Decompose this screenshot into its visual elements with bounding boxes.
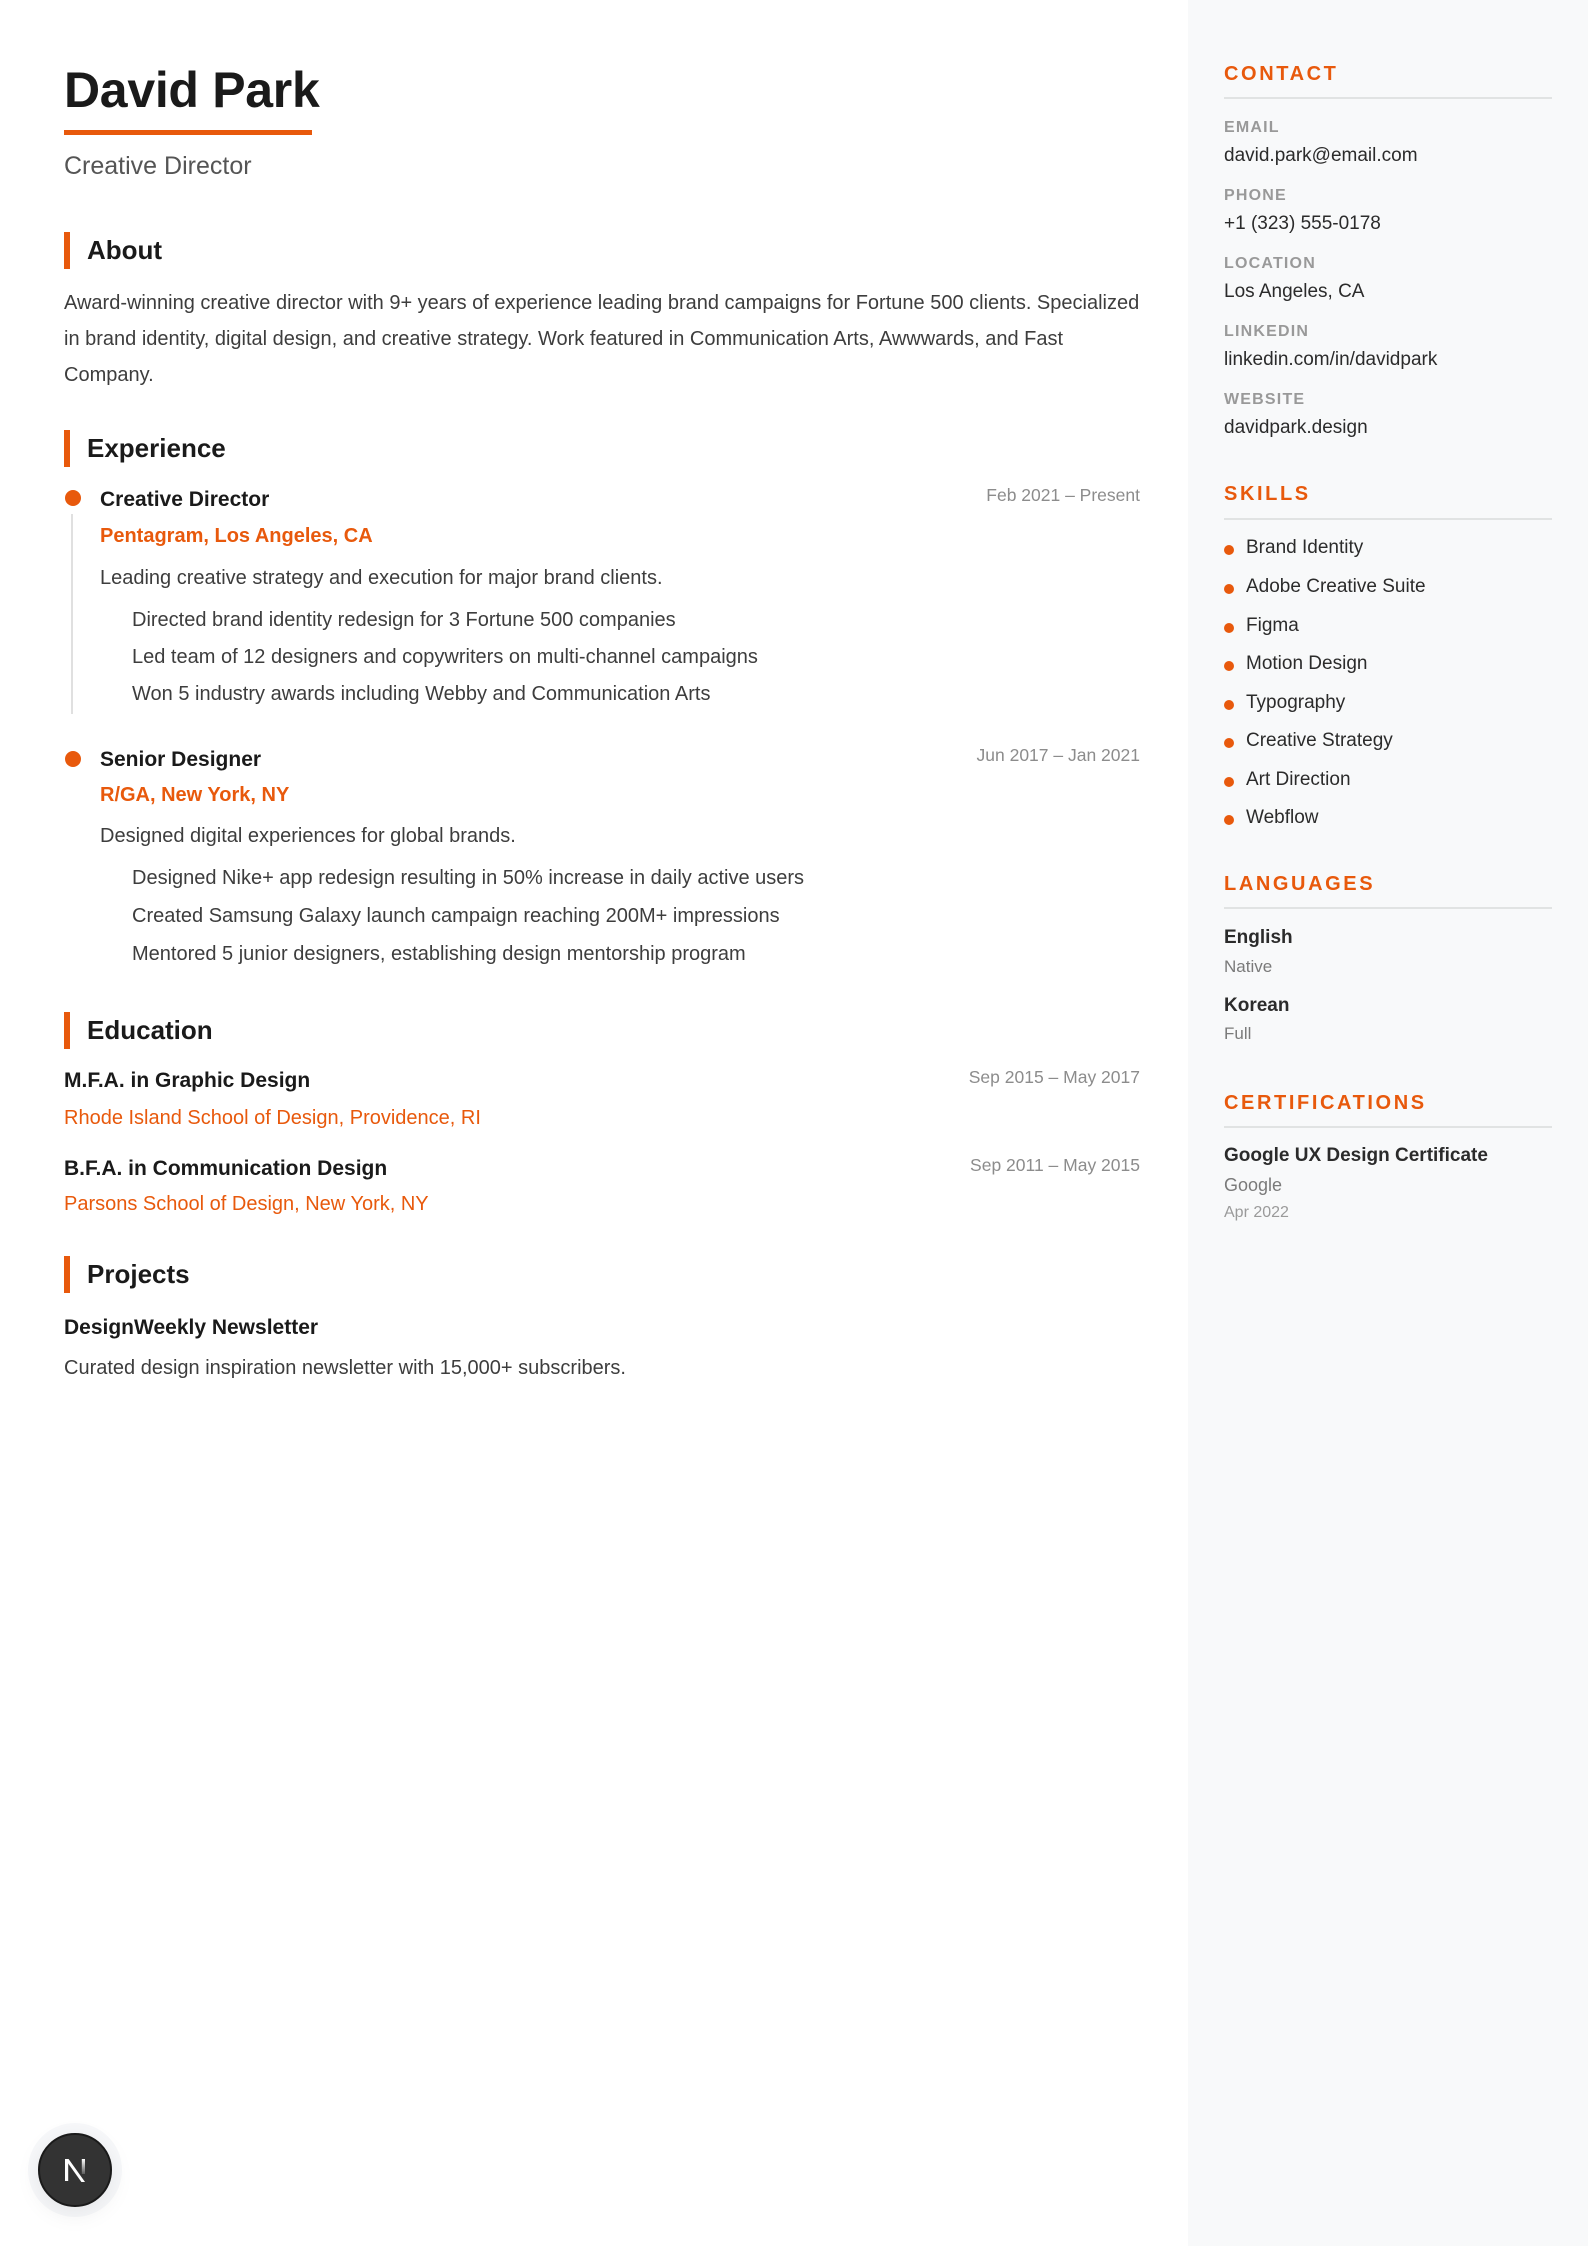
contact-phone[interactable]: +1 (323) 555-0178 xyxy=(1224,213,1381,234)
bullet-dot-icon xyxy=(1224,584,1234,594)
section-accent-bar xyxy=(64,1012,70,1049)
job-bullet: Directed brand identity redesign for 3 Fortune 500 companies xyxy=(132,609,676,631)
timeline-dot-icon xyxy=(65,490,81,506)
school: Rhode Island School of Design, Providence, RI xyxy=(64,1107,481,1129)
language-level: Native xyxy=(1224,957,1273,976)
section-title: About xyxy=(87,235,163,265)
nextjs-dev-indicator-button[interactable] xyxy=(38,2133,112,2207)
skill-label: Creative Strategy xyxy=(1246,730,1393,751)
sidebar-heading-certifications: CERTIFICATIONS xyxy=(1224,1092,1427,1114)
sidebar-divider xyxy=(1224,907,1552,909)
skill-label: Figma xyxy=(1246,615,1299,636)
candidate-title: Creative Director xyxy=(64,152,252,180)
certification-date: Apr 2022 xyxy=(1224,1204,1289,1221)
contact-label-location: LOCATION xyxy=(1224,255,1316,272)
job-bullet: Designed Nike+ app redesign resulting in 50% increase in daily active users xyxy=(132,867,805,889)
candidate-name: David Park xyxy=(64,62,320,118)
nextjs-logo-icon xyxy=(58,2153,92,2187)
bullet-dot-icon xyxy=(1224,738,1234,748)
certification-name: Google UX Design Certificate xyxy=(1224,1145,1488,1166)
job-dates: Jun 2017 – Jan 2021 xyxy=(976,745,1140,765)
section-accent-bar xyxy=(64,232,70,269)
education-dates: Sep 2015 – May 2017 xyxy=(968,1067,1140,1087)
job-company: R/GA, New York, NY xyxy=(100,784,290,806)
job-title: Creative Director xyxy=(100,488,270,511)
language-name: English xyxy=(1224,927,1293,948)
timeline-dot-icon xyxy=(65,751,81,767)
school: Parsons School of Design, New York, NY xyxy=(64,1193,429,1215)
language-name: Korean xyxy=(1224,995,1290,1016)
sidebar xyxy=(1188,0,1588,2246)
job-bullet: Mentored 5 junior designers, establishing design mentorship program xyxy=(132,943,746,965)
section-accent-bar xyxy=(64,1256,70,1293)
skill-label: Adobe Creative Suite xyxy=(1246,576,1426,597)
contact-linkedin[interactable]: linkedin.com/in/davidpark xyxy=(1224,349,1438,370)
skill-label: Brand Identity xyxy=(1246,537,1364,558)
job-title: Senior Designer xyxy=(100,748,262,771)
contact-label-email: EMAIL xyxy=(1224,119,1280,136)
job-bullet: Created Samsung Galaxy launch campaign reaching 200M+ impressions xyxy=(132,905,780,927)
bullet-dot-icon xyxy=(1224,661,1234,671)
bullet-dot-icon xyxy=(1224,777,1234,787)
language-level: Full xyxy=(1224,1024,1252,1043)
job-bullet: Led team of 12 designers and copywriters on multi-channel campaigns xyxy=(132,646,758,668)
bullet-dot-icon xyxy=(1224,623,1234,633)
sidebar-heading-skills: SKILLS xyxy=(1224,483,1311,505)
job-bullet: Won 5 industry awards including Webby and Communication Arts xyxy=(132,683,711,705)
sidebar-divider xyxy=(1224,518,1552,520)
certification-issuer: Google xyxy=(1224,1175,1283,1195)
sidebar-heading-languages: LANGUAGES xyxy=(1224,873,1376,895)
section-accent-bar xyxy=(64,430,70,467)
about-text: Award-winning creative director with 9+ years of experience leading brand campaigns for Fortune 500 clients. Specialized in brand identity, digital design, and creative strategy. Work featured in Communication Arts, Awwwards, and Fast Company. xyxy=(64,292,1140,386)
section-title: Education xyxy=(87,1015,213,1045)
skill-label: Typography xyxy=(1246,692,1346,713)
contact-label-linkedin: LINKEDIN xyxy=(1224,323,1310,340)
sidebar-divider xyxy=(1224,1126,1552,1128)
contact-email[interactable]: david.park@email.com xyxy=(1224,145,1418,166)
sidebar-heading-contact: CONTACT xyxy=(1224,63,1339,85)
skill-label: Motion Design xyxy=(1246,653,1368,674)
contact-location: Los Angeles, CA xyxy=(1224,281,1365,302)
skill-label: Webflow xyxy=(1246,807,1319,828)
degree: M.F.A. in Graphic Design xyxy=(64,1069,311,1092)
bullet-dot-icon xyxy=(1224,815,1234,825)
project-name: DesignWeekly Newsletter xyxy=(64,1316,319,1339)
bullet-dot-icon xyxy=(1224,700,1234,710)
contact-label-phone: PHONE xyxy=(1224,187,1287,204)
job-dates: Feb 2021 – Present xyxy=(986,485,1140,505)
contact-website[interactable]: davidpark.design xyxy=(1224,417,1368,438)
name-underline xyxy=(64,130,312,135)
skill-label: Art Direction xyxy=(1246,769,1351,790)
project-description: Curated design inspiration newsletter with 15,000+ subscribers. xyxy=(64,1357,626,1379)
section-title: Experience xyxy=(87,433,226,463)
sidebar-divider xyxy=(1224,97,1552,99)
job-description: Leading creative strategy and execution for major brand clients. xyxy=(100,567,663,589)
education-dates: Sep 2011 – May 2015 xyxy=(970,1155,1140,1175)
contact-label-website: WEBSITE xyxy=(1224,391,1306,408)
timeline-line xyxy=(71,514,73,714)
degree: B.F.A. in Communication Design xyxy=(64,1157,388,1180)
job-description: Designed digital experiences for global brands. xyxy=(100,825,516,847)
section-title: Projects xyxy=(87,1259,190,1289)
bullet-dot-icon xyxy=(1224,545,1234,555)
job-company: Pentagram, Los Angeles, CA xyxy=(100,525,373,547)
